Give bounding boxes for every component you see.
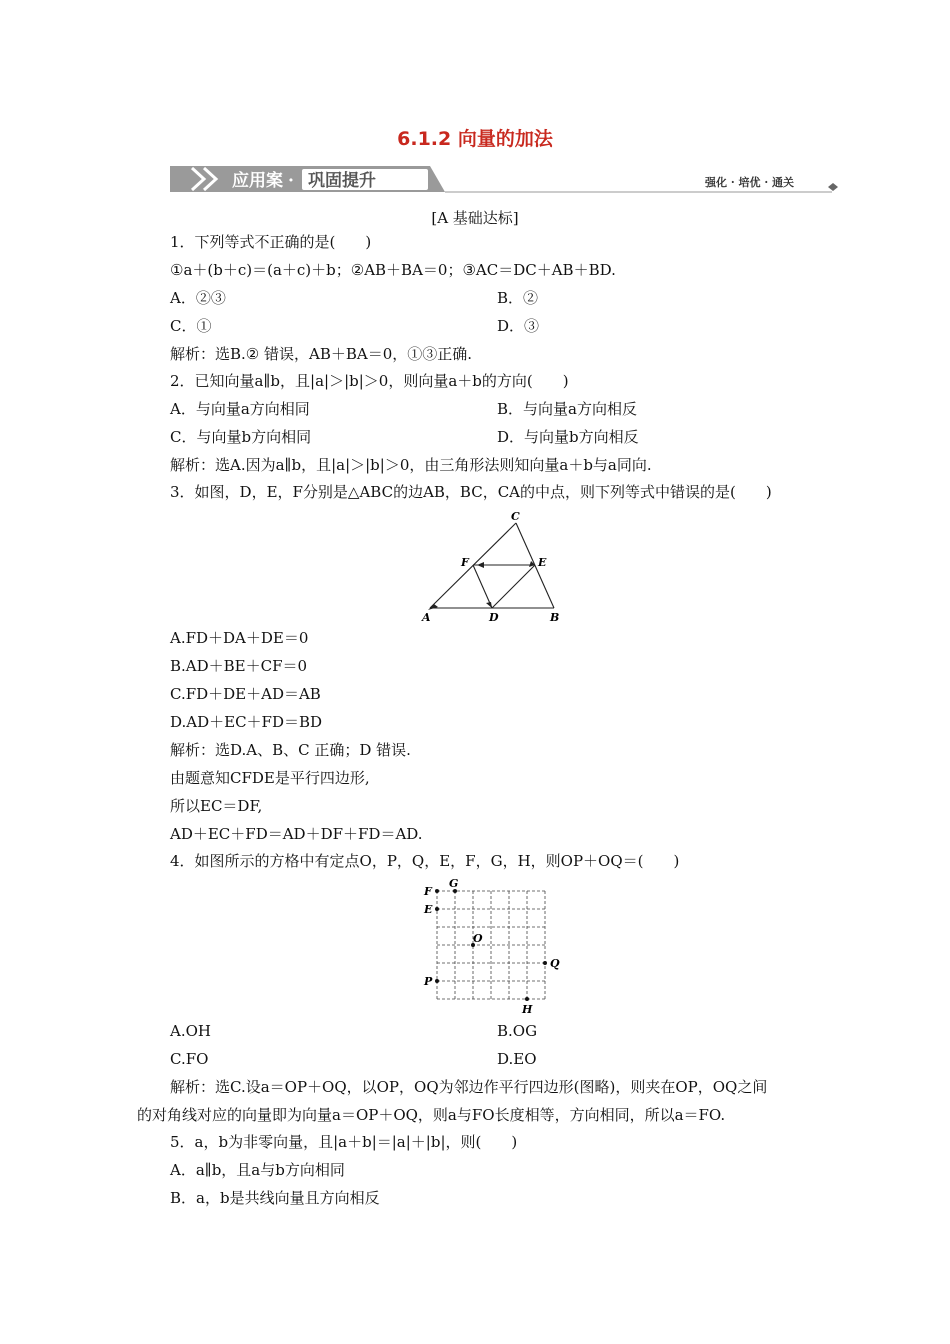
q4-stem: 4．如图所示的方格中有定点O，P，Q，E，F，G，H，则OP＋OQ＝( ) xyxy=(170,852,680,870)
q2-option-c: C．与向量b方向相同 xyxy=(170,428,312,446)
q5-option-a: A．a∥b，且a与b方向相同 xyxy=(170,1161,345,1179)
q2-option-d: D．与向量b方向相反 xyxy=(497,428,639,446)
label-h: H xyxy=(522,1003,533,1016)
q3-option-c: C.FD＋DE＋AD＝AB xyxy=(170,685,321,703)
label-f: F xyxy=(424,885,432,898)
q4-option-b: B.OG xyxy=(497,1022,538,1040)
q1-stem: 1．下列等式不正确的是( ) xyxy=(170,233,372,251)
q2-solution: 解析：选A.因为a∥b，且|a|＞|b|＞0，由三角形法则知向量a＋b与a同向. xyxy=(170,456,652,474)
point-p xyxy=(435,979,439,983)
point-e xyxy=(435,907,439,911)
label-e: E xyxy=(538,556,547,569)
q4-option-c: C.FO xyxy=(170,1050,209,1068)
triangle-figure xyxy=(420,508,570,626)
label-p: P xyxy=(424,975,433,988)
label-q: Q xyxy=(550,957,560,970)
q3-option-b: B.AD＋BE＋CF＝0 xyxy=(170,657,308,675)
q1-option-c: C．① xyxy=(170,317,212,335)
banner-side-text: 强化 · 培优 · 通关 xyxy=(705,176,794,189)
section-label: [A 基础达标] xyxy=(431,209,519,227)
q1-option-a: A．②③ xyxy=(170,289,226,307)
q4-solution-1: 解析：选C.设a＝OP＋OQ，以OP，OQ为邻边作平行四边形(图略)，则夹在OP，OQ之间 xyxy=(170,1078,768,1096)
page-title: 6.1.2 向量的加法 xyxy=(397,128,553,150)
diamond-icon xyxy=(828,183,838,191)
q5-option-b: B．a，b是共线向量且方向相反 xyxy=(170,1189,380,1207)
q4-solution-2: 的对角线对应的向量即为向量a＝OP＋OQ，则a与FO长度相等，方向相同，所以a＝FO. xyxy=(137,1106,726,1124)
q4-option-d: D.EO xyxy=(497,1050,537,1068)
q1-option-b: B．② xyxy=(497,289,539,307)
arrow-head xyxy=(486,602,492,608)
segment-fd xyxy=(473,565,492,608)
label-o: O xyxy=(473,932,483,945)
label-c: C xyxy=(511,510,520,523)
point-q xyxy=(543,961,547,965)
banner-left-text: 应用案 xyxy=(232,171,283,191)
label-f: F xyxy=(461,556,469,569)
banner-dot: · xyxy=(288,171,294,191)
q1-items: ①a＋(b＋c)＝(a＋c)＋b；②AB＋BA＝0；③AC＝DC＋AB＋BD. xyxy=(170,261,616,279)
q4-option-a: A.OH xyxy=(170,1022,211,1040)
q2-option-a: A．与向量a方向相同 xyxy=(170,400,310,418)
point-f xyxy=(435,889,439,893)
arrow-head xyxy=(477,562,484,568)
q3-stem: 3．如图，D，E，F分别是△ABC的边AB，BC，CA的中点，则下列等式中错误的是( ) xyxy=(170,483,772,501)
label-g: G xyxy=(449,877,459,890)
segment-de xyxy=(492,565,535,608)
q1-option-d: D．③ xyxy=(497,317,540,335)
q3-solution-4: AD＋EC＋FD＝AD＋DF＋FD＝AD. xyxy=(170,825,423,843)
banner-right-text: 巩固提升 xyxy=(308,171,376,191)
q1-solution: 解析：选B.② 错误，AB＋BA＝0，①③正确. xyxy=(170,345,473,363)
point-h xyxy=(525,997,529,1001)
q5-stem: 5．a，b为非零向量，且|a＋b|＝|a|＋|b|，则( ) xyxy=(170,1133,518,1151)
q3-solution-2: 由题意知CFDE是平行四边形, xyxy=(170,769,370,787)
grid-figure xyxy=(420,876,570,1018)
q3-solution-3: 所以EC＝DF, xyxy=(170,797,263,815)
q2-option-b: B．与向量a方向相反 xyxy=(497,400,637,418)
q3-solution-1: 解析：选D.A、B、C 正确；D 错误. xyxy=(170,741,411,759)
q2-stem: 2．已知向量a∥b，且|a|＞|b|＞0，则向量a＋b的方向( ) xyxy=(170,372,569,390)
label-a: A xyxy=(422,611,431,624)
dashed-grid xyxy=(437,891,545,999)
q3-option-a: A.FD＋DA＋DE＝0 xyxy=(170,629,309,647)
section-banner xyxy=(170,162,840,196)
label-e: E xyxy=(424,903,433,916)
q3-option-d: D.AD＋EC＋FD＝BD xyxy=(170,713,323,731)
label-b: B xyxy=(550,611,560,624)
label-d: D xyxy=(489,611,499,624)
